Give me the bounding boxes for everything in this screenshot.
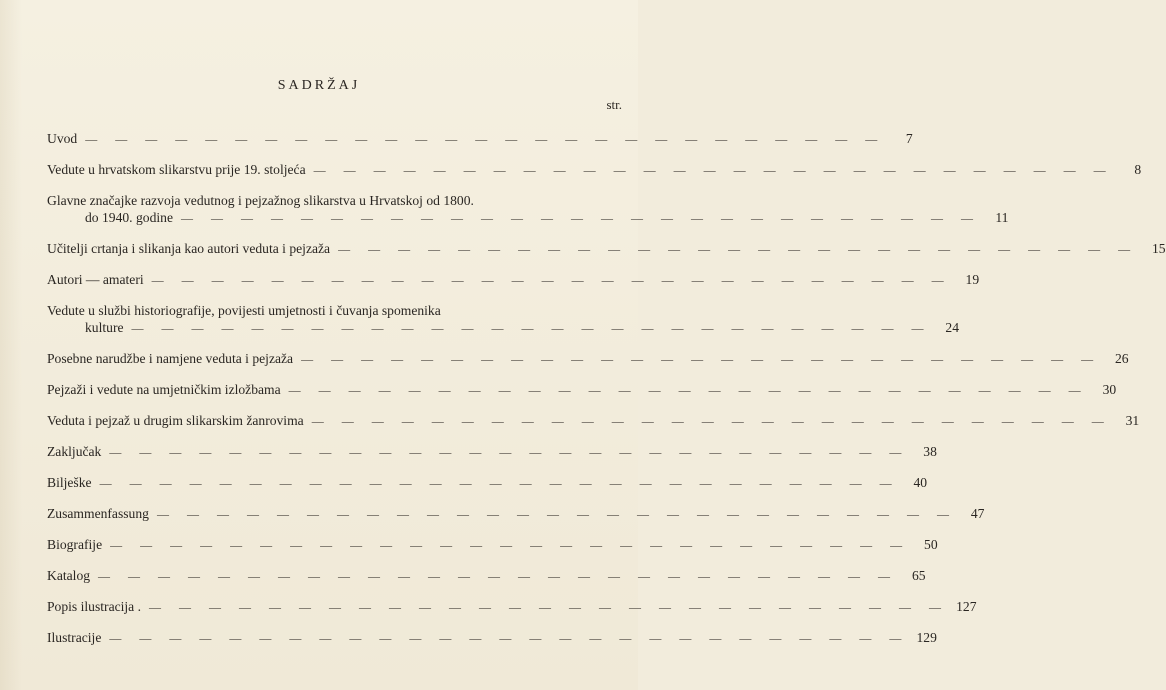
dash-leader: — — — — — — — — — — — — — — — — — — — — — — — — — — — — [109, 445, 909, 459]
toc-entry-posebne-narudzbe — [47, 350, 1129, 368]
toc-entry-vedute-prije-19 — [47, 161, 1142, 179]
toc-page-number: 129 — [916, 630, 937, 645]
toc-entry-title: Uvod — [47, 131, 78, 146]
toc-page-number: 15 — [1152, 241, 1166, 256]
toc-entry-glavne-znacajke — [47, 192, 1009, 227]
toc-entry-title: Katalog — [47, 568, 91, 583]
dash-leader: — — — — — — — — — — — — — — — — — — — — — — — — — — — — [311, 414, 1112, 428]
toc-entry-drugi-zanrovi — [47, 412, 1140, 430]
dash-leader: — — — — — — — — — — — — — — — — — — — — — — — — — — — — [110, 538, 910, 552]
toc-entry-ilustracije — [47, 629, 937, 647]
toc-entry-vedute-u-sluzbi — [47, 302, 960, 337]
toc-entry-title: Veduta i pejzaž u drugim slikarskim žanrovima — [47, 413, 304, 428]
toc-entry-biografije — [47, 536, 938, 554]
toc-page-number: 8 — [1134, 162, 1142, 177]
toc-entry-title: Ilustracije — [47, 630, 102, 645]
toc-entry-title: Posebne narudžbe i namjene veduta i pejzaža — [47, 351, 294, 366]
toc-entry-title: Učitelji crtanja i slikanja kao autori veduta i pejzaža — [47, 241, 331, 256]
dash-leader: — — — — — — — — — — — — — — — — — — — — — — — — — — — — [98, 569, 898, 583]
toc-entry-izlozbe — [47, 381, 1117, 399]
toc-entry-title: Zusammenfassung — [47, 506, 149, 521]
toc-entry-title: Vedute u hrvatskom slikarstvu prije 19. stoljeća — [47, 162, 306, 177]
toc-entry-uvod — [47, 130, 913, 148]
toc-entry-title: Popis ilustracija . — [47, 599, 142, 614]
dash-leader: — — — — — — — — — — — — — — — — — — — — — — — — — — — — [301, 352, 1101, 366]
dash-leader: — — — — — — — — — — — — — — — — — — — — — — — — — — — — [109, 631, 909, 645]
dash-leader: — — — — — — — — — — — — — — — — — — — — — — — — — — — — [338, 242, 1138, 256]
toc-entry-biljeske — [47, 474, 928, 492]
toc-page-number: 50 — [924, 537, 938, 552]
dash-leader: — — — — — — — — — — — — — — — — — — — — — — — — — — — — [288, 383, 1089, 397]
toc-page-number: 7 — [905, 131, 913, 146]
toc-page-number: 24 — [945, 320, 960, 335]
dash-leader: — — — — — — — — — — — — — — — — — — — — — — — — — — — — [149, 600, 949, 614]
toc-page-number: 11 — [995, 210, 1009, 225]
toc-entry-popis-ilustracija — [47, 598, 977, 616]
table-of-contents — [47, 124, 1166, 647]
dash-leader: — — — — — — — — — — — — — — — — — — — — — — — — — — — — [180, 211, 981, 225]
dash-leader: — — — — — — — — — — — — — — — — — — — — — — — — — — — — [99, 476, 900, 490]
toc-entry-title: Bilješke — [47, 475, 92, 490]
page-column-label: str. — [606, 97, 622, 112]
page-title: SADRŽAJ — [277, 78, 361, 93]
toc-entry-zakljucak — [47, 443, 937, 461]
toc-page-number: 65 — [911, 568, 926, 583]
toc-entry-autori-amateri — [47, 271, 980, 289]
toc-page-number: 38 — [923, 444, 937, 459]
toc-entry-ucitelji-crtanja — [47, 240, 1166, 258]
toc-page-number: 47 — [970, 506, 985, 521]
toc-entry-title: Glavne značajke razvoja vedutnog i pejzažnog slikarstva u Hrvatskoj od 1800. — [47, 193, 474, 208]
dash-leader: — — — — — — — — — — — — — — — — — — — — — — — — — — — — [313, 163, 1114, 177]
toc-entry-zusammenfassung — [47, 505, 985, 523]
toc-entry-title: Vedute u službi historiografije, povijesti umjetnosti i čuvanja spomenika — [47, 303, 441, 318]
toc-entry-title: Autori — amateri — [47, 272, 144, 287]
toc-page-number: 31 — [1125, 413, 1140, 428]
toc-page-number: 40 — [913, 475, 928, 490]
toc-entry-title: Zaključak — [47, 444, 102, 459]
toc-page-number: 30 — [1102, 382, 1117, 397]
dash-leader: — — — — — — — — — — — — — — — — — — — — — — — — — — — — [85, 132, 885, 146]
toc-page-number: 19 — [965, 272, 980, 287]
dash-leader: — — — — — — — — — — — — — — — — — — — — — — — — — — — — [151, 273, 952, 287]
toc-entry-title: Biografije — [47, 537, 103, 552]
toc-entry-title-continued: do 1940. godine — [85, 210, 173, 225]
toc-entry-title-continued: kulture — [85, 320, 124, 335]
toc-page-number: 26 — [1115, 351, 1129, 366]
toc-page-number: 127 — [956, 599, 977, 614]
toc-entry-katalog — [47, 567, 926, 585]
dash-leader: — — — — — — — — — — — — — — — — — — — — — — — — — — — — [156, 507, 957, 521]
dash-leader: — — — — — — — — — — — — — — — — — — — — — — — — — — — — [131, 321, 932, 335]
toc-entry-title: Pejzaži i vedute na umjetničkim izložbama — [47, 382, 281, 397]
